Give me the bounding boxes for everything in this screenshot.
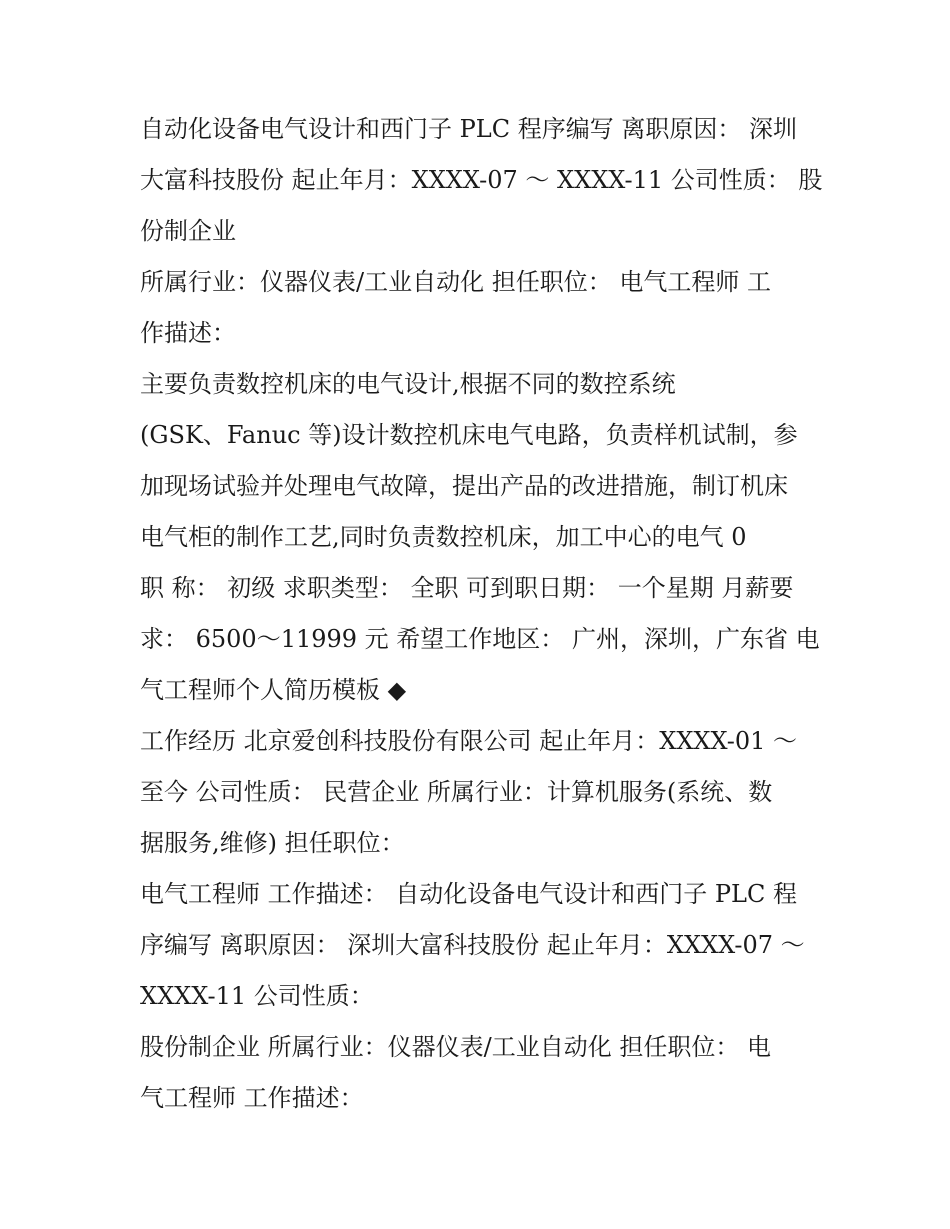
text-line: 求： 6500～11999 元 希望工作地区： 广州，深圳，广东省 电 bbox=[140, 625, 820, 653]
text-line: 主要负责数控机床的电气设计,根据不同的数控系统 bbox=[140, 370, 676, 398]
text-line: 电气工程师 工作描述： 自动化设备电气设计和西门子 PLC 程 bbox=[140, 880, 797, 908]
text-line: XXXX-11 公司性质： bbox=[140, 982, 374, 1010]
text-line: 工作经历 北京爱创科技股份有限公司 起止年月：XXXX-01 ～ bbox=[140, 727, 798, 755]
text-line: 电气柜的制作工艺,同时负责数控机床，加工中心的电气 0 bbox=[140, 523, 747, 551]
text-line: (GSK、Fanuc 等)设计数控机床电气电路，负责样机试制，参 bbox=[140, 421, 798, 449]
text-line: 所属行业：仪器仪表/工业自动化 担任职位： 电气工程师 工 bbox=[140, 268, 771, 296]
text-line: 股份制企业 所属行业：仪器仪表/工业自动化 担任职位： 电 bbox=[140, 1033, 771, 1061]
text-line: 序编写 离职原因： 深圳大富科技股份 起止年月：XXXX-07 ～ bbox=[140, 931, 805, 959]
text-line: 气工程师 工作描述： bbox=[140, 1084, 364, 1112]
text-line: 至今 公司性质： 民营企业 所属行业：计算机服务(系统、数 bbox=[140, 778, 773, 806]
text-line: 大富科技股份 起止年月：XXXX-07 ～ XXXX-11 公司性质： 股 bbox=[140, 166, 823, 194]
text-line: 职 称： 初级 求职类型： 全职 可到职日期： 一个星期 月薪要 bbox=[140, 574, 794, 602]
text-line: 自动化设备电气设计和西门子 PLC 程序编写 离职原因： 深圳 bbox=[140, 115, 797, 143]
text-line: 气工程师个人简历模板 ◆ bbox=[140, 676, 407, 704]
text-line: 据服务,维修) 担任职位： bbox=[140, 829, 405, 857]
text-line: 加现场试验并处理电气故障，提出产品的改进措施，制订机床 bbox=[140, 472, 788, 500]
resume-text-body bbox=[140, 104, 823, 1124]
text-line: 份制企业 bbox=[140, 217, 236, 245]
text-line: 作描述： bbox=[140, 319, 236, 347]
